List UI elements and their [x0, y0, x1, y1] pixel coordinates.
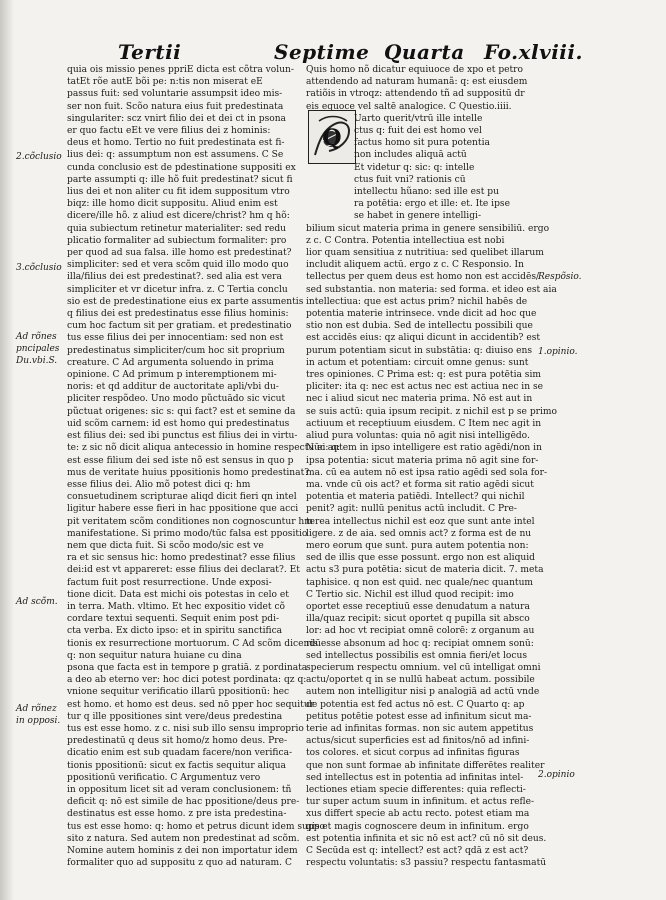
text-line: que non sunt formae ab infinitate differētes realiter [306, 760, 545, 771]
text-line: ma. vnde cū ois act? et forma sit ratio agēdi sicut [306, 479, 534, 490]
text-line: ipsa potentia: sicut materia prima nō agit sine for- [306, 455, 539, 466]
text-line: gis et magis cognoscere deum in infinitum. ergo [306, 821, 529, 832]
margin-note: 2.opinio [538, 770, 575, 780]
text-line: z c. C Contra. Potentia intellectiua est nobi [306, 235, 505, 246]
text-line: intellectu hũano: sed ille est pu [354, 187, 499, 198]
text-line: actu/oportet q in se nullū habeat actum. possibile [306, 675, 535, 686]
text-line: lior quam sensitiua z nutritiua: sed quelibet illarum [306, 248, 544, 259]
text-line: actiuum et receptiuum eiusdem. C Item nec agit in [306, 418, 542, 429]
running-head-middle: Septime [274, 40, 370, 64]
text-line: tione dicit. Data est michi ois potestas in celo et [67, 589, 289, 600]
text-line: cordare textui sequenti. Sequit enim post pdi- [67, 614, 280, 625]
text-line: q filius dei est predestinatus esse filius hominis: [67, 309, 289, 320]
text-line: est homo. et homo est deus. sed nō pper hoc sequitur [67, 699, 315, 710]
text-line: ris esse absonum ad hoc q: recipiat omnem sonū: [306, 638, 534, 649]
text-line: creature. C Ad argumenta soluendo in prima [67, 357, 274, 368]
text-line: tur q ille ppositiones sint vere/deus predestina [67, 711, 283, 722]
text-line: lor: ad hoc vt recipiat omnē colorē: z organum au [306, 626, 535, 637]
text-line: cta verba. Ex dicto ipso: et in spiritu sanctifica [67, 626, 283, 637]
text-line: ra potētia: ergo et ille: et. Ite ipse [354, 199, 510, 210]
text-line: se habet in genere intelligi- [354, 211, 482, 222]
text-line: ra et sic sensus hic: homo predestinat? esse filius [67, 553, 296, 564]
text-line: parte assumpti q: ille hõ fuit predestinat? sicut fi [67, 174, 293, 185]
text-line: Nūc autem in ipso intelligere est ratio agēdi/non in [306, 443, 542, 454]
text-line: noris: et qd additur de auctoritate apli/vbi du- [67, 382, 279, 393]
text-line: opinione. C Ad primum p interemptionem mi- [67, 370, 277, 381]
text-line: quia subiectum retinetur materialiter: sed redu [67, 223, 287, 234]
text-line: C Secūda est q: intellect? est act? qdā z est act? [306, 846, 529, 856]
margin-note: Ad rõnes [16, 332, 57, 342]
text-line: oportet esse receptiuū esse denudatum a natura [306, 601, 530, 612]
text-line: se suis actū: quia ipsum recipit. z nichil est p se primo [306, 406, 557, 417]
page-edge-shadow [0, 0, 14, 900]
text-line: pliciter: ita q: nec est actus nec est actiua nec in se [306, 382, 544, 393]
text-line: potentia materie intrinsece. vnde dicit ad hoc que [306, 309, 537, 320]
text-line: tres opiniones. C Prima est: q: est pura potētia sim [306, 370, 541, 381]
text-line: predestinatus simpliciter/cum hoc sit proprium [67, 345, 285, 356]
text-line: esse filius dei. Alio mõ potest dici q: hm [67, 479, 251, 490]
text-line: non includes aliquā actū [354, 150, 467, 161]
text-line: actu s3 pura potētia: sicut de materia dicit. 7. meta [306, 565, 544, 576]
text-line: lectiones etiam specie differentes: quia reflecti- [306, 784, 526, 795]
text-line: actus/sicut superficies est ad finitos/nō ad infini- [306, 736, 530, 747]
text-line: biqz: ille homo dicit suppositu. Aliud enim est [67, 199, 278, 210]
text-line: tatEt rõe autE bõi pe: n:tis non miserat eE [67, 77, 263, 88]
margin-note: 1.opinio. [538, 347, 578, 357]
text-line: mero eorum que sunt. pura autem potentia non: [306, 540, 529, 551]
text-line: pliciter respõdeo. Uno modo pũctuādo sic vicut [67, 394, 286, 405]
text-line: dicatio enim est sub quadam facere/non verifica- [67, 748, 293, 759]
text-line: est accidēs eius: qz aliqui dicunt in accidentib? est [306, 333, 541, 344]
text-line: respectu voluntatis: s3 passiu? respectu fantasmatū [306, 858, 547, 869]
text-line: singulariter: scz vnirt filio dei et dei ct in psona [67, 113, 286, 124]
text-line: includit aliquem actū. ergo z c. C Responsio. In [306, 260, 525, 271]
text-line: purum potentiam sicut in substātia: q: diuiso ens [306, 345, 533, 356]
text-line: in terra. Math. vltimo. Et hec expositio videt cõ [67, 601, 286, 612]
text-line: q: non sequitur natura huiane cu dina [67, 650, 242, 661]
margin-note: in opposi. [16, 716, 61, 726]
text-line: deus et homo. Tertio no fuit predestinata est fi- [67, 138, 285, 149]
text-line: C Tertio sic. Nichil est illud quod recipit: imo [306, 589, 514, 600]
text-line: lius dei et non aliter cu fit idem suppositum vtro [67, 187, 290, 198]
text-line: ligere. z de aia. sed omnis act? z forma est de nu [306, 528, 532, 539]
text-line: ser non fuit. Scõo natura eius fuit predestinata [67, 101, 284, 112]
text-line: predestinatū q deus sit homo/z homo deus. Pre- [67, 736, 288, 747]
text-line: simpliciter et vr dicetur infra. z. C Tertia conclu [67, 284, 288, 295]
text-line: est potentia infinita et sic nō est act? cū nō sit deus. [306, 833, 547, 844]
margin-note: pncipales [16, 344, 60, 354]
text-line: eis equoce vel saltē analogice. C Questio.iiii. [306, 101, 512, 112]
text-line: terie ad infinitas formas. non sic autem appetitus [306, 723, 534, 734]
text-line: intellectiua: que est actus prim? nichil habēs de [306, 296, 528, 307]
text-line: illa/quaz recipit: sicut oportet q pupilla sit absco [306, 614, 530, 625]
running-head-left: Tertii [118, 40, 182, 64]
text-line: dicere/ille hõ. z aliud est dicere/christ? hm q hõ: [67, 211, 290, 222]
text-line: er quo factu eEt ve vere filius dei z hominis: [67, 126, 271, 137]
text-line: tur super actum suum in infinitum. et actus refle- [306, 797, 535, 808]
text-line: bilium sicut materia prima in genere sensibiliū. ergo [306, 223, 550, 234]
margin-note: Respõsio. [538, 272, 582, 282]
margin-note: 3.cõclusio [16, 263, 62, 273]
text-line: pũctuat origenes: sic s: qui fact? est et semine da [67, 406, 296, 417]
text-line: petitus potētie potest esse ad infinitum sicut ma- [306, 711, 532, 722]
text-line: per quod ad sua falsa. ille homo est predestinat? [67, 248, 292, 259]
text-line: vnione sequitur verificatio illarū ppositionū: hec [67, 687, 290, 698]
running-head-right: Quarta [384, 40, 465, 64]
text-line: ctus fuit vni? rationis cū [354, 174, 466, 185]
text-line: sio est de predestinatione eius ex parte assumentis [67, 296, 304, 307]
text-line: de potentia est fed actus nō est. C Quarto q: ap [306, 699, 525, 710]
margin-note: Du.vbi.S. [16, 356, 58, 366]
text-line: ctus q: fuit dei est homo vel [354, 126, 482, 137]
text-line: cunda conclusio est de pdestinatione suppositi ex [67, 162, 296, 173]
text-line: nec i aliud sicut nec materia prima. Nō est aut in [306, 394, 533, 405]
text-line: cum hoc factum sit per gratiam. et predestinatio [67, 321, 292, 332]
text-line: sed substantia. non materia: sed forma. et ideo est aia [306, 284, 557, 295]
text-line: Quis homo nõ dicatur equiuoce de xpo et petro [306, 65, 523, 75]
text-line: destinatus est esse homo. z pre ista predestina- [67, 809, 287, 820]
text-line: terea intellectus nichil est eoz que sunt ante intel [306, 516, 535, 527]
text-line: lius dei: q: assumptum non est assumens. C Se [67, 150, 284, 161]
text-line: quia ois missio penes ppriE dicta est cõtra volun- [67, 65, 294, 75]
text-line: te: z sic nõ dicit aliqua antecessio in homine respectu ei: q: [67, 443, 341, 454]
text-line: tionis ppositionū: sicut ex factis sequitur aliqua [67, 760, 286, 771]
text-line: a deo ab eterno ver: hoc dici potest pordinata: qz q: [67, 675, 307, 686]
margin-note: Ad scõm. [16, 597, 58, 607]
text-line: in actum et potentiam: circuit omne genus: sunt [306, 357, 529, 368]
text-line: stio non est dubia. Sed de intellectu possibili que [306, 321, 533, 332]
text-line: formaliter quo ad suppositu z quo ad naturam. C [67, 858, 292, 869]
text-line: penit? agit: nullū penitus actū includit. C Pre- [306, 504, 517, 515]
margin-note: Ad rõnez [16, 704, 57, 714]
text-line: potentia et materia patiēdi. Intellect? qui nichil [306, 492, 525, 503]
text-line: illa/filius dei est predestinat?. sed alia est vera [67, 272, 282, 283]
margin-note: 2.cõclusio [16, 152, 62, 162]
initial-letter: Q [322, 125, 342, 151]
text-line: sito z natura. Sed autem non predestinat ad scõm. [67, 833, 300, 844]
folio-number: Fo.xlviii. [484, 40, 583, 64]
text-line: mus de veritate huius ppositionis homo predestinat? [67, 467, 310, 478]
text-line: dei:id est vt appareret: esse filius dei declarat?. Et [67, 565, 300, 576]
text-line: autem non intelligitur nisi p analogiā ad actū vnde [306, 687, 540, 698]
text-line: taphisice. q non est quid. nec quale/nec quantum [306, 577, 534, 588]
text-line: tus est esse homo: q: homo et petrus dicunt idem suppo [67, 821, 326, 832]
text-line: nem que dicta fuit. Si scõo modo/sic est ve [67, 540, 264, 551]
text-line: ratiõis in vtroqz: attendendo tñ ad suppositū dr [306, 89, 525, 100]
text-line: ma. cū ea autem nō est ipsa ratio agēdi sed sola for- [306, 467, 548, 478]
text-line: in oppositum licet sit ad veram conclusionem: tñ [67, 784, 292, 795]
text-line: aliud pura voluntas: quia nō agit nisi intelligēdo. [306, 431, 530, 442]
text-line: specierum respectu omnium. vel cū intelligat omni [306, 662, 541, 673]
text-line: Nomine autem hominis z dei non importatur idem [67, 846, 298, 856]
text-line: simpliciter: sed et vera scõm quid illo modo quo [67, 260, 289, 271]
text-line: tus est esse homo. z c. nisi sub illo sensu improprio [67, 723, 304, 734]
text-line: sed intellectus possibilis est omnia fieri/et locus [306, 650, 528, 661]
text-line: est esse filium dei sed iste nõ est sensus in quo p [67, 455, 294, 466]
text-line: Uarto querit/vtrū ille intelle [354, 113, 483, 124]
text-line: deficit q: nō est simile de hac ppositione/deus pre- [67, 797, 300, 808]
text-line: Et videtur q: sic: q: intelle [354, 162, 475, 173]
text-line: tus esse filius dei per innocentiam: sed non est [67, 333, 284, 344]
text-line: consuetudinem scripturae aliqd dicit fieri qn intel [67, 492, 297, 503]
text-line: tos colores. et sicut corpus ad infinitas figuras [306, 748, 520, 759]
text-line: factus homo sit pura potentia [354, 138, 490, 149]
text-line: uid scõm carnem: id est homo qui predestinatus [67, 418, 290, 429]
text-line: passus fuit: sed voluntarie assumpsit ideo mis- [67, 89, 283, 100]
text-line: psona que facta est in tempore p gratiā. z pordinata [67, 662, 308, 673]
text-line: ligitur habere esse fieri in hac ppositione que acci [67, 504, 299, 515]
text-line: manifestatione. Si primo modo/tūc falsa est ppositio [67, 528, 308, 539]
text-line: pit veritatem scõm conditiones non cognoscuntur hm [67, 516, 313, 527]
text-line: sed intellectus est in potentia ad infinitas intel- [306, 772, 524, 783]
text-line: ppositionū verificatio. C Argumentuz vero [67, 772, 261, 783]
text-line: plicatio formaliter ad subiectum formaliter: pro [67, 235, 287, 246]
text-line: sed de illis que esse possunt. ergo non est aliquid [306, 553, 535, 564]
text-line: est filius dei: sed ibi punctus est filius dei in virtu- [67, 431, 298, 442]
text-line: xus differt specie ab actu recto. potest etiam ma [306, 809, 530, 820]
text-line: factum fuit post resurrectione. Unde exposi- [67, 577, 272, 588]
text-line: tionis ex resurrectione mortuorum. C Ad scõm dicendū [67, 638, 322, 649]
text-line: tellectus per quem deus est homo non est accidēs/ [306, 272, 540, 283]
text-line: attendendo ad naturam humanã: q: est eiusdem [306, 77, 528, 88]
text-column-left [67, 64, 341, 869]
